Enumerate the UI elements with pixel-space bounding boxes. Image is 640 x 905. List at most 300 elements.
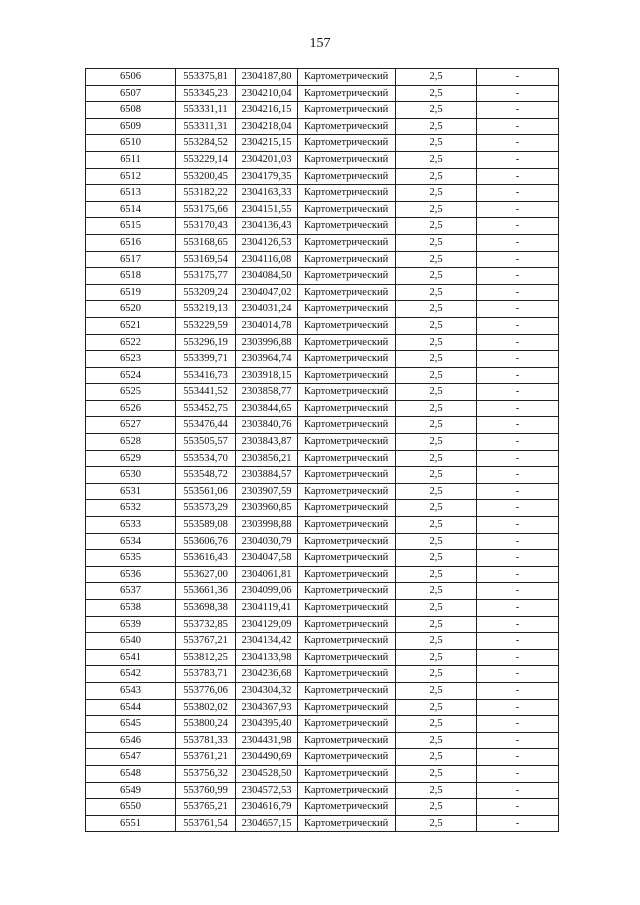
table-row [86,201,559,218]
x-coordinate-cell: 553767,21 [176,633,236,650]
point-number-cell: 6543 [86,682,176,699]
y-coordinate-cell: 2303907,59 [236,483,298,500]
x-coordinate-cell: 553573,29 [176,500,236,517]
description-cell: - [477,151,559,168]
table-row [86,533,559,550]
accuracy-cell: 2,5 [396,151,477,168]
method-cell: Картометрический [298,467,396,484]
accuracy-cell: 2,5 [396,102,477,119]
y-coordinate-cell: 2304151,55 [236,201,298,218]
y-coordinate-cell: 2304031,24 [236,301,298,318]
accuracy-cell: 2,5 [396,732,477,749]
point-number-cell: 6518 [86,268,176,285]
accuracy-cell: 2,5 [396,765,477,782]
description-cell: - [477,400,559,417]
method-cell: Картометрический [298,135,396,152]
x-coordinate-cell: 553452,75 [176,400,236,417]
table-row [86,732,559,749]
point-number-cell: 6513 [86,185,176,202]
x-coordinate-cell: 553284,52 [176,135,236,152]
y-coordinate-cell: 2304084,50 [236,268,298,285]
y-coordinate-cell: 2303840,76 [236,417,298,434]
method-cell: Картометрический [298,749,396,766]
accuracy-cell: 2,5 [396,682,477,699]
table-row [86,417,559,434]
x-coordinate-cell: 553800,24 [176,716,236,733]
description-cell: - [477,334,559,351]
table-row [86,699,559,716]
description-cell: - [477,550,559,567]
x-coordinate-cell: 553345,23 [176,85,236,102]
point-number-cell: 6536 [86,566,176,583]
table-row [86,251,559,268]
x-coordinate-cell: 553505,57 [176,434,236,451]
description-cell: - [477,69,559,86]
point-number-cell: 6509 [86,118,176,135]
x-coordinate-cell: 553812,25 [176,649,236,666]
point-number-cell: 6522 [86,334,176,351]
y-coordinate-cell: 2304030,79 [236,533,298,550]
accuracy-cell: 2,5 [396,583,477,600]
point-number-cell: 6533 [86,517,176,534]
y-coordinate-cell: 2303884,57 [236,467,298,484]
point-number-cell: 6517 [86,251,176,268]
method-cell: Картометрический [298,301,396,318]
description-cell: - [477,218,559,235]
y-coordinate-cell: 2304304,32 [236,682,298,699]
point-number-cell: 6508 [86,102,176,119]
x-coordinate-cell: 553168,65 [176,234,236,251]
accuracy-cell: 2,5 [396,533,477,550]
description-cell: - [477,483,559,500]
point-number-cell: 6547 [86,749,176,766]
accuracy-cell: 2,5 [396,284,477,301]
method-cell: Картометрический [298,118,396,135]
accuracy-cell: 2,5 [396,500,477,517]
description-cell: - [477,234,559,251]
table-row [86,633,559,650]
description-cell: - [477,732,559,749]
y-coordinate-cell: 2303996,88 [236,334,298,351]
point-number-cell: 6550 [86,799,176,816]
table-row [86,268,559,285]
method-cell: Картометрический [298,500,396,517]
accuracy-cell: 2,5 [396,782,477,799]
point-number-cell: 6541 [86,649,176,666]
description-cell: - [477,782,559,799]
method-cell: Картометрический [298,765,396,782]
y-coordinate-cell: 2304201,03 [236,151,298,168]
x-coordinate-cell: 553296,19 [176,334,236,351]
accuracy-cell: 2,5 [396,384,477,401]
page-number: 157 [309,36,331,51]
description-cell: - [477,467,559,484]
x-coordinate-cell: 553627,00 [176,566,236,583]
y-coordinate-cell: 2304210,04 [236,85,298,102]
table-row [86,301,559,318]
accuracy-cell: 2,5 [396,434,477,451]
table-row [86,118,559,135]
accuracy-cell: 2,5 [396,351,477,368]
method-cell: Картометрический [298,600,396,617]
accuracy-cell: 2,5 [396,218,477,235]
description-cell: - [477,815,559,832]
method-cell: Картометрический [298,815,396,832]
table-row [86,600,559,617]
method-cell: Картометрический [298,450,396,467]
accuracy-cell: 2,5 [396,716,477,733]
method-cell: Картометрический [298,201,396,218]
description-cell: - [477,301,559,318]
description-cell: - [477,533,559,550]
accuracy-cell: 2,5 [396,749,477,766]
x-coordinate-cell: 553698,38 [176,600,236,617]
method-cell: Картометрический [298,351,396,368]
x-coordinate-cell: 553399,71 [176,351,236,368]
y-coordinate-cell: 2303856,21 [236,450,298,467]
table-row [86,367,559,384]
x-coordinate-cell: 553548,72 [176,467,236,484]
point-number-cell: 6519 [86,284,176,301]
x-coordinate-cell: 553732,85 [176,616,236,633]
method-cell: Картометрический [298,384,396,401]
y-coordinate-cell: 2304218,04 [236,118,298,135]
description-cell: - [477,716,559,733]
table-row [86,234,559,251]
point-number-cell: 6520 [86,301,176,318]
method-cell: Картометрический [298,699,396,716]
point-number-cell: 6540 [86,633,176,650]
x-coordinate-cell: 553331,11 [176,102,236,119]
method-cell: Картометрический [298,682,396,699]
coordinates-table-body [86,69,559,832]
table-row [86,483,559,500]
table-row [86,85,559,102]
table-row [86,782,559,799]
description-cell: - [477,600,559,617]
method-cell: Картометрический [298,434,396,451]
method-cell: Картометрический [298,666,396,683]
point-number-cell: 6534 [86,533,176,550]
x-coordinate-cell: 553170,43 [176,218,236,235]
table-row [86,666,559,683]
method-cell: Картометрический [298,417,396,434]
y-coordinate-cell: 2304116,08 [236,251,298,268]
x-coordinate-cell: 553761,54 [176,815,236,832]
y-coordinate-cell: 2303858,77 [236,384,298,401]
accuracy-cell: 2,5 [396,251,477,268]
x-coordinate-cell: 553229,59 [176,317,236,334]
point-number-cell: 6528 [86,434,176,451]
x-coordinate-cell: 553219,13 [176,301,236,318]
x-coordinate-cell: 553760,99 [176,782,236,799]
x-coordinate-cell: 553761,21 [176,749,236,766]
table-row [86,815,559,832]
accuracy-cell: 2,5 [396,334,477,351]
description-cell: - [477,268,559,285]
y-coordinate-cell: 2303960,85 [236,500,298,517]
y-coordinate-cell: 2304572,53 [236,782,298,799]
accuracy-cell: 2,5 [396,467,477,484]
table-row [86,550,559,567]
description-cell: - [477,417,559,434]
method-cell: Картометрический [298,566,396,583]
accuracy-cell: 2,5 [396,400,477,417]
point-number-cell: 6515 [86,218,176,235]
point-number-cell: 6531 [86,483,176,500]
table-row [86,102,559,119]
description-cell: - [477,566,559,583]
accuracy-cell: 2,5 [396,616,477,633]
accuracy-cell: 2,5 [396,317,477,334]
point-number-cell: 6545 [86,716,176,733]
table-row [86,218,559,235]
accuracy-cell: 2,5 [396,268,477,285]
table-row [86,351,559,368]
table-row [86,467,559,484]
y-coordinate-cell: 2304126,53 [236,234,298,251]
point-number-cell: 6532 [86,500,176,517]
description-cell: - [477,351,559,368]
y-coordinate-cell: 2304047,02 [236,284,298,301]
description-cell: - [477,765,559,782]
method-cell: Картометрический [298,268,396,285]
y-coordinate-cell: 2304099,06 [236,583,298,600]
point-number-cell: 6512 [86,168,176,185]
description-cell: - [477,434,559,451]
x-coordinate-cell: 553375,81 [176,69,236,86]
description-cell: - [477,666,559,683]
accuracy-cell: 2,5 [396,185,477,202]
y-coordinate-cell: 2304047,58 [236,550,298,567]
y-coordinate-cell: 2304163,33 [236,185,298,202]
point-number-cell: 6529 [86,450,176,467]
method-cell: Картометрический [298,69,396,86]
table-row [86,716,559,733]
point-number-cell: 6525 [86,384,176,401]
point-number-cell: 6535 [86,550,176,567]
point-number-cell: 6548 [86,765,176,782]
accuracy-cell: 2,5 [396,85,477,102]
table-row [86,517,559,534]
method-cell: Картометрический [298,533,396,550]
table-row [86,69,559,86]
description-cell: - [477,384,559,401]
y-coordinate-cell: 2304367,93 [236,699,298,716]
y-coordinate-cell: 2304187,80 [236,69,298,86]
accuracy-cell: 2,5 [396,550,477,567]
y-coordinate-cell: 2304236,68 [236,666,298,683]
description-cell: - [477,168,559,185]
x-coordinate-cell: 553441,52 [176,384,236,401]
point-number-cell: 6514 [86,201,176,218]
y-coordinate-cell: 2304528,50 [236,765,298,782]
method-cell: Картометрический [298,317,396,334]
x-coordinate-cell: 553589,08 [176,517,236,534]
point-number-cell: 6510 [86,135,176,152]
table-row [86,450,559,467]
accuracy-cell: 2,5 [396,168,477,185]
point-number-cell: 6544 [86,699,176,716]
y-coordinate-cell: 2303998,88 [236,517,298,534]
accuracy-cell: 2,5 [396,799,477,816]
point-number-cell: 6530 [86,467,176,484]
description-cell: - [477,118,559,135]
point-number-cell: 6549 [86,782,176,799]
point-number-cell: 6511 [86,151,176,168]
description-cell: - [477,616,559,633]
x-coordinate-cell: 553311,31 [176,118,236,135]
y-coordinate-cell: 2304431,98 [236,732,298,749]
table-row [86,168,559,185]
x-coordinate-cell: 553776,06 [176,682,236,699]
accuracy-cell: 2,5 [396,633,477,650]
y-coordinate-cell: 2304657,15 [236,815,298,832]
y-coordinate-cell: 2304216,15 [236,102,298,119]
x-coordinate-cell: 553756,32 [176,765,236,782]
point-number-cell: 6521 [86,317,176,334]
description-cell: - [477,450,559,467]
method-cell: Картометрический [298,334,396,351]
point-number-cell: 6526 [86,400,176,417]
description-cell: - [477,699,559,716]
description-cell: - [477,633,559,650]
table-row [86,583,559,600]
method-cell: Картометрический [298,616,396,633]
method-cell: Картометрический [298,649,396,666]
y-coordinate-cell: 2304395,40 [236,716,298,733]
y-coordinate-cell: 2304215,15 [236,135,298,152]
accuracy-cell: 2,5 [396,118,477,135]
method-cell: Картометрический [298,151,396,168]
accuracy-cell: 2,5 [396,417,477,434]
table-row [86,799,559,816]
point-number-cell: 6524 [86,367,176,384]
description-cell: - [477,517,559,534]
point-number-cell: 6551 [86,815,176,832]
table-row [86,151,559,168]
description-cell: - [477,185,559,202]
y-coordinate-cell: 2304616,79 [236,799,298,816]
point-number-cell: 6539 [86,616,176,633]
description-cell: - [477,799,559,816]
y-coordinate-cell: 2303918,15 [236,367,298,384]
description-cell: - [477,583,559,600]
accuracy-cell: 2,5 [396,517,477,534]
table-row [86,185,559,202]
y-coordinate-cell: 2303844,65 [236,400,298,417]
accuracy-cell: 2,5 [396,699,477,716]
y-coordinate-cell: 2304134,42 [236,633,298,650]
table-row [86,384,559,401]
accuracy-cell: 2,5 [396,135,477,152]
method-cell: Картометрический [298,799,396,816]
table-row [86,434,559,451]
point-number-cell: 6537 [86,583,176,600]
x-coordinate-cell: 553765,21 [176,799,236,816]
method-cell: Картометрический [298,716,396,733]
point-number-cell: 6507 [86,85,176,102]
accuracy-cell: 2,5 [396,367,477,384]
accuracy-cell: 2,5 [396,234,477,251]
method-cell: Картометрический [298,218,396,235]
accuracy-cell: 2,5 [396,815,477,832]
accuracy-cell: 2,5 [396,649,477,666]
y-coordinate-cell: 2304179,35 [236,168,298,185]
table-row [86,500,559,517]
method-cell: Картометрический [298,251,396,268]
method-cell: Картометрический [298,550,396,567]
y-coordinate-cell: 2304119,41 [236,600,298,617]
description-cell: - [477,500,559,517]
point-number-cell: 6538 [86,600,176,617]
method-cell: Картометрический [298,284,396,301]
table-row [86,566,559,583]
x-coordinate-cell: 553606,76 [176,533,236,550]
point-number-cell: 6527 [86,417,176,434]
method-cell: Картометрический [298,400,396,417]
accuracy-cell: 2,5 [396,666,477,683]
table-row [86,765,559,782]
point-number-cell: 6542 [86,666,176,683]
x-coordinate-cell: 553169,54 [176,251,236,268]
description-cell: - [477,85,559,102]
description-cell: - [477,135,559,152]
description-cell: - [477,649,559,666]
x-coordinate-cell: 553802,02 [176,699,236,716]
x-coordinate-cell: 553175,66 [176,201,236,218]
method-cell: Картометрический [298,732,396,749]
x-coordinate-cell: 553182,22 [176,185,236,202]
description-cell: - [477,317,559,334]
x-coordinate-cell: 553209,24 [176,284,236,301]
table-row [86,334,559,351]
y-coordinate-cell: 2304014,78 [236,317,298,334]
y-coordinate-cell: 2304129,09 [236,616,298,633]
y-coordinate-cell: 2303964,74 [236,351,298,368]
accuracy-cell: 2,5 [396,450,477,467]
method-cell: Картометрический [298,185,396,202]
description-cell: - [477,284,559,301]
point-number-cell: 6546 [86,732,176,749]
description-cell: - [477,367,559,384]
x-coordinate-cell: 553661,36 [176,583,236,600]
x-coordinate-cell: 553476,44 [176,417,236,434]
point-number-cell: 6516 [86,234,176,251]
method-cell: Картометрический [298,102,396,119]
table-row [86,317,559,334]
method-cell: Картометрический [298,782,396,799]
accuracy-cell: 2,5 [396,566,477,583]
method-cell: Картометрический [298,483,396,500]
table-row [86,649,559,666]
x-coordinate-cell: 553229,14 [176,151,236,168]
description-cell: - [477,682,559,699]
y-coordinate-cell: 2304136,43 [236,218,298,235]
table-row [86,135,559,152]
x-coordinate-cell: 553534,70 [176,450,236,467]
y-coordinate-cell: 2303843,87 [236,434,298,451]
point-number-cell: 6506 [86,69,176,86]
table-row [86,284,559,301]
table-row [86,616,559,633]
description-cell: - [477,251,559,268]
accuracy-cell: 2,5 [396,600,477,617]
method-cell: Картометрический [298,85,396,102]
description-cell: - [477,201,559,218]
x-coordinate-cell: 553175,77 [176,268,236,285]
y-coordinate-cell: 2304061,81 [236,566,298,583]
